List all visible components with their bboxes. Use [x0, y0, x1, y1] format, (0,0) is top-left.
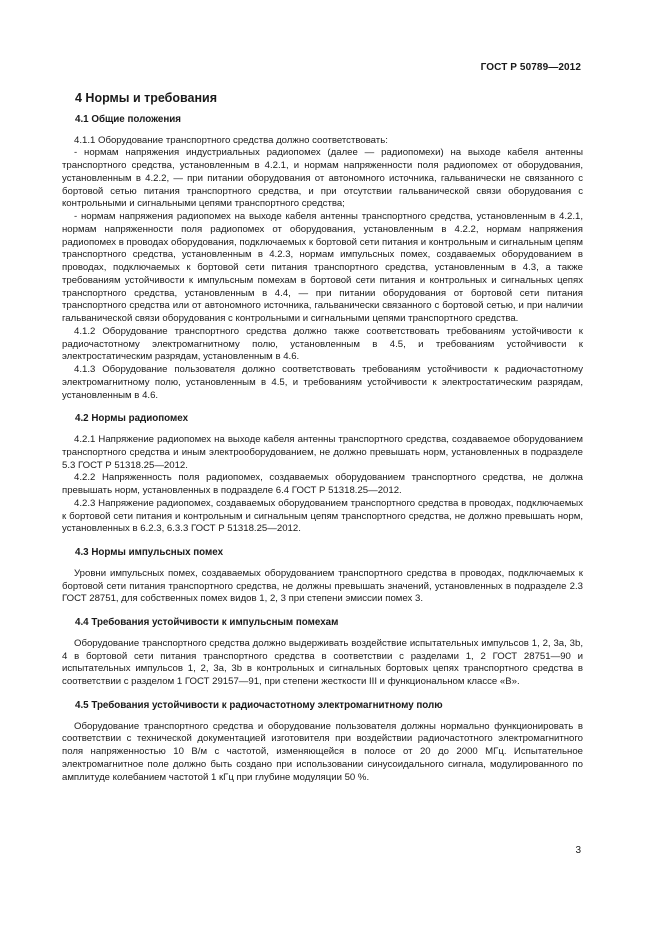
document-body [62, 92, 583, 784]
subsection-title-4-1: 4.1 Общие положения [75, 113, 182, 125]
paragraph-4-1-2: 4.1.2 Оборудование транспортного средства должно также соответствовать требованиям устойчивости к радиочастотному электромагнитному полю, установленным в 4.5, и требованиям устойчивости к электростатическим разрядам, установленным в 4.6. [62, 325, 583, 363]
subsection-title-4-3: 4.3 Нормы импульсных помех [75, 547, 224, 558]
list-item: - нормам напряжения индустриальных радиопомех (далее — радиопомехи) на выходе кабеля антенны транспортного средства, установленным в 4.2.1, и нормам напряженности поля радиопомех от оборудования, установленным в 4.2.2, — при питании оборудования от автономного источника, гальванически не связанного с бортовой сетью питания транспортного средства, и при отсутствии гальванической связи оборудования с контрольными и сигнальными цепями транспортного средства; [62, 147, 583, 210]
subsection-title-4-5: 4.5 Требования устойчивости к радиочастотному электромагнитному полю [75, 699, 443, 711]
paragraph-4-1-3: 4.1.3 Оборудование пользователя должно соответствовать требованиям устойчивости к радиочастотному электромагнитному полю, установленным в 4.5, и требованиям устойчивости к электростатическим разрядам, установленным в 4.6. [62, 364, 583, 401]
paragraph-4-1-1: 4.1.1 Оборудование транспортного средства должно соответствовать: [74, 134, 388, 146]
subsection-title-4-2: 4.2 Нормы радиопомех [75, 413, 189, 425]
paragraph-4-3: Уровни импульсных помех, создаваемых оборудованием транспортного средства в проводах, подключаемых к бортовой сети питания транспортного средства, не должны превышать значений, установленных в подразделе 2.3 ГОСТ 28751, для собственных помех видов 1, 2, 3 при степени эмиссии помех 3. [62, 567, 583, 605]
paragraph-4-5: Оборудование транспортного средства и оборудование пользователя должны нормально функционировать в соответствии с технической документацией изготовителя при воздействии радиочастотного электромагнитного поля напряженностью 10 В/м с частотой, изменяющейся в полосе от 20 до 2000 МГц. Испытательное электромагнитное поле должно быть создано при использовании синусоидального сигнала, модулированного по амплитуде колебанием частотой 1 кГц при глубине модуляции 50 %. [62, 720, 583, 783]
paragraph-4-2-1: 4.2.1 Напряжение радиопомех на выходе кабеля антенны транспортного средства, создаваемое оборудованием транспортного средства и иным электрооборудованием, не должно превышать норм, установленных в подразделе 5.3 ГОСТ Р 51318.25—2012. [62, 434, 583, 471]
list-item: - нормам напряжения радиопомех на выходе кабеля антенны транспортного средства, установленным в 4.2.1, нормам напряженности поля радиопомех от оборудования, установленным в 4.2.2, нормам напряжения радиопомех в проводах оборудования, подключаемых к бортовой сети питания и контрольным и сигнальным цепям транспортного средства, установленным в 4.2.3, нормам импульсных помех, создаваемых оборудованием в проводах, подключаемых к бортовой сети питания транспортного средства, установленным в 4.3, а также требованиям устойчивости к импульсным помехам в бортовой сети питания и контрольных и сигнальных цепях транспортного средства, установленным в 4.4, — при питании оборудования от бортовой сети питания транспортного средства или от автономного источника, гальванически связанного с бортовой сетью, и при наличии гальванической связи оборудования с контрольными и сигнальными цепями транспортного средства. [62, 211, 583, 324]
page-number: 3 [575, 845, 581, 856]
subsection-title-4-4: 4.4 Требования устойчивости к импульсным помехам [75, 617, 339, 628]
paragraph-4-4: Оборудование транспортного средства должно выдерживать воздействие испытательных импульсов 1, 2, 3a, 3b, 4 в бортовой сети питания транспортного средства в соответствии с разделами 1, 2 ГОСТ 28751—90 и испытательных импульсов 1, 2, 3a, 3b в контрольных и сигнальных бортовых цепях транспортного средства в соответствии с разделом 1 ГОСТ 29157—91, при степени жесткости III и функциональном классе «B». [62, 637, 583, 687]
paragraph-4-2-3: 4.2.3 Напряжение радиопомех, создаваемых оборудованием транспортного средства в проводах, подключаемых к бортовой сети питания и контрольным и сигнальным цепям транспортного средства, не должно превышать норм, установленных в 6.2.3, 6.3.3 ГОСТ Р 51318.25—2012. [62, 497, 583, 535]
paragraph-4-2-2: 4.2.2 Напряженность поля радиопомех, создаваемых оборудованием транспортного средства, не должна превышать норм, установленных в подразделе 6.4 ГОСТ Р 51318.25—2012. [62, 472, 583, 496]
standard-header: ГОСТ Р 50789—2012 [480, 62, 581, 73]
section-title: 4 Нормы и требования [75, 91, 218, 105]
